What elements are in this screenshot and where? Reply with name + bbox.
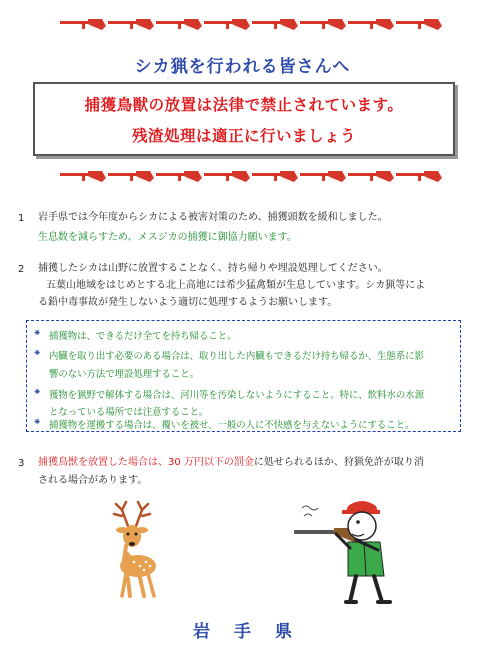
guideline-item-2b: 響のない方法で埋設処理すること。 (49, 369, 200, 380)
guideline-item-3b: となっている場所では注意すること。 (49, 407, 209, 418)
warning-line-1: 捕獲鳥獣の放置は法律で禁止されています。 (84, 96, 404, 114)
rifle-icon (58, 166, 108, 184)
section-3-line-1 (38, 458, 424, 468)
section-2-line-2: 五葉山地域をはじめとする北上高地には希少猛禽類が生息しています。シカ猟等によ (46, 280, 426, 291)
footer-char-2: 手 (234, 622, 251, 642)
guideline-item-2a: 内臓を取り出す必要のある場合は、取り出した内臓もできるだけ持ち帰るか、生態系に影 (49, 351, 425, 362)
rifle-icon (298, 14, 348, 32)
penalty-text: 捕獲鳥獣を放置した場合は、30 万円以下の罰金 (38, 457, 254, 468)
bullet-icon: ⁕ (33, 328, 42, 339)
disposal-guidelines-box (26, 320, 461, 432)
rifle-icon (394, 166, 444, 184)
section-1-line-1: 岩手県では今年度からシカによる被害対策のため、捕獲頭数を緩和しました。 (38, 212, 388, 223)
page-title: シカ猟を行われる皆さんへ (134, 57, 351, 77)
rifle-icon (346, 14, 396, 32)
rifle-icon (250, 14, 300, 32)
footer-char-1: 岩 (193, 622, 210, 642)
rifle-icon (106, 166, 156, 184)
rifle-icon (346, 166, 396, 184)
hunter-icon (290, 498, 400, 608)
bullet-icon: ⁕ (33, 348, 42, 359)
section-1-number: 1 (18, 213, 25, 224)
guideline-item-4: 捕獲物を運搬する場合は、覆いを被せ、一般の人に不快感を与えないようにすること。 (49, 420, 415, 431)
bottom-rifle-border (0, 164, 485, 186)
guideline-item-1: 捕獲物は、できるだけ全てを持ち帰ること。 (49, 331, 237, 342)
footer-char-3: 県 (275, 622, 292, 642)
rifle-icon (106, 14, 156, 32)
section-2-line-3: る鉛中毒事故が発生しないよう適切に処理するようお願いします。 (38, 297, 338, 308)
bullet-icon: ⁕ (33, 387, 42, 398)
rifle-icon (202, 14, 252, 32)
section-2-line-1: 捕獲したシカは山野に放置することなく、持ち帰りや埋設処理してください。 (38, 263, 388, 274)
license-revocation-text: に処せられるほか、狩猟免許が取り消 (253, 457, 424, 468)
rifle-icon (202, 166, 252, 184)
section-3-line-2: される場合があります。 (38, 475, 148, 486)
warning-line-2: 残渣処理は適正に行いましょう (131, 127, 356, 145)
rifle-icon (250, 166, 300, 184)
deer-icon (100, 500, 172, 600)
rifle-icon (154, 14, 204, 32)
rifle-icon (154, 166, 204, 184)
top-rifle-border (0, 12, 485, 34)
rifle-icon (394, 14, 444, 32)
rifle-icon (298, 166, 348, 184)
section-2-number: 2 (18, 264, 25, 275)
rifle-icon (58, 14, 108, 32)
section-3-number: 3 (18, 458, 25, 469)
guideline-item-3a: 獲物を猟野で解体する場合は、河川等を汚染しないようにすること。特に、飲料水の水源 (49, 390, 425, 401)
bullet-icon: ⁕ (33, 417, 42, 428)
warning-box (33, 82, 455, 156)
section-1-line-2: 生息数を減らすため、メスジカの捕獲に御協力願います。 (38, 232, 297, 243)
prefecture-name (0, 617, 485, 642)
